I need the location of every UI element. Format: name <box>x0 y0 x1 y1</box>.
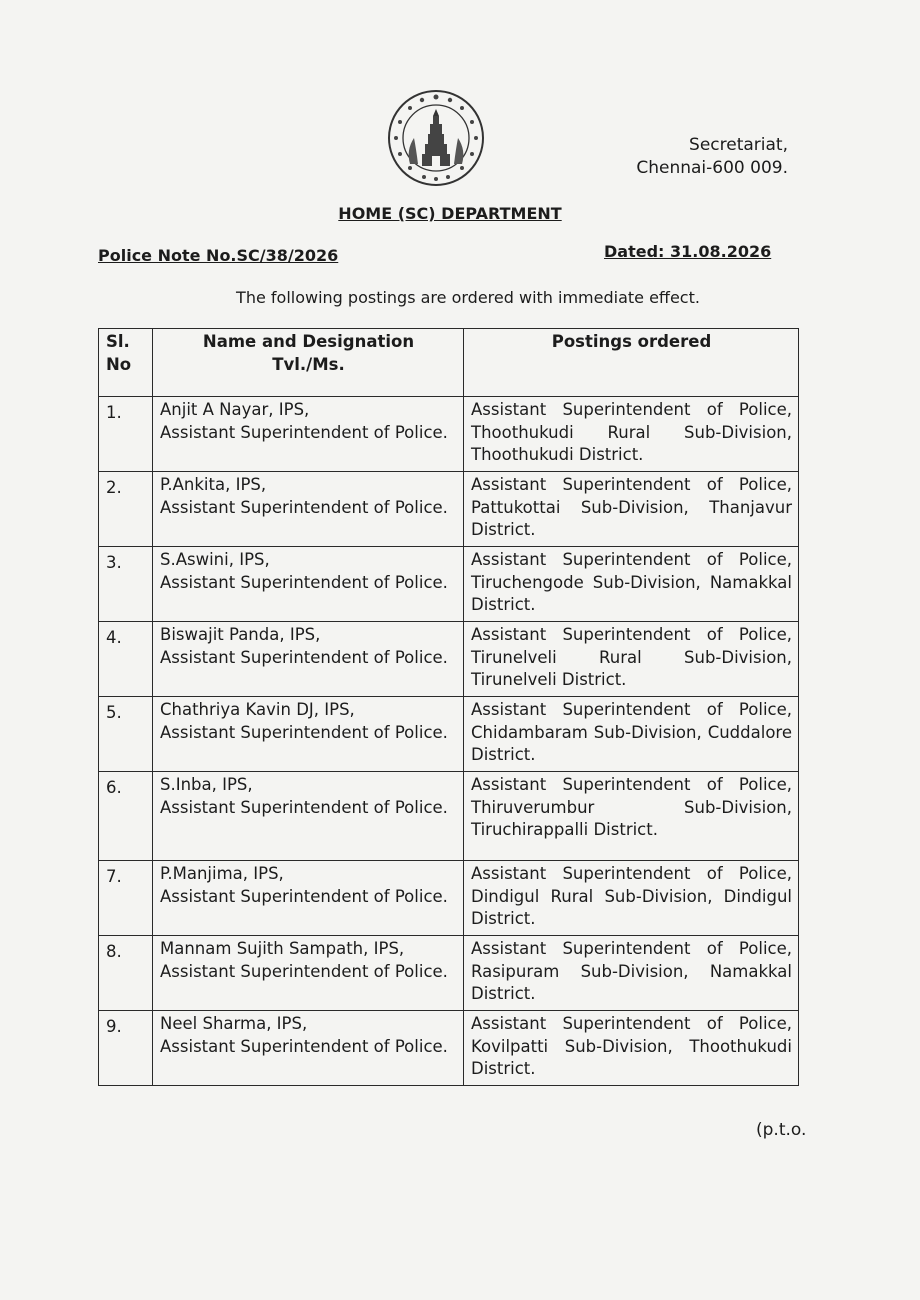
officer-name: Chathriya Kavin DJ, IPS, <box>160 700 355 719</box>
posting-ordered: Assistant Superintendent of Police, Thoothukudi Rural Sub-Division, Thoothukudi District. <box>464 397 799 472</box>
table-header-row <box>99 329 799 397</box>
posting-ordered: Assistant Superintendent of Police, Chidambaram Sub-Division, Cuddalore District. <box>464 697 799 772</box>
table-row <box>99 861 799 936</box>
officer-cell <box>153 472 464 547</box>
table-row <box>99 1011 799 1086</box>
serial-number: 2. <box>99 472 153 547</box>
sl-no-header <box>99 329 153 397</box>
posting-ordered: Assistant Superintendent of Police, Kovilpatti Sub-Division, Thoothukudi District. <box>464 1011 799 1086</box>
officer-name: Mannam Sujith Sampath, IPS, <box>160 939 405 958</box>
officer-name: Biswajit Panda, IPS, <box>160 625 321 644</box>
posting-ordered: Assistant Superintendent of Police, Rasipuram Sub-Division, Namakkal District. <box>464 936 799 1011</box>
officer-cell <box>153 861 464 936</box>
serial-number: 4. <box>99 622 153 697</box>
serial-number: 8. <box>99 936 153 1011</box>
officer-designation: Assistant Superintendent of Police. <box>160 722 448 742</box>
officer-designation: Assistant Superintendent of Police. <box>160 497 448 517</box>
officer-designation: Assistant Superintendent of Police. <box>160 647 448 667</box>
intro-text: The following postings are ordered with immediate effect. <box>236 288 700 307</box>
officer-name: Neel Sharma, IPS, <box>160 1014 308 1033</box>
serial-number: 7. <box>99 861 153 936</box>
name-header-line2: Tvl./Ms. <box>272 354 345 374</box>
officer-designation: Assistant Superintendent of Police. <box>160 961 448 981</box>
serial-number: 5. <box>99 697 153 772</box>
serial-number: 6. <box>99 772 153 861</box>
officer-name: Anjit A Nayar, IPS, <box>160 400 310 419</box>
government-emblem-icon <box>386 88 486 188</box>
address-city: Chennai-600 009. <box>636 158 788 178</box>
sl-header-line2: No <box>106 354 132 374</box>
posting-ordered: Assistant Superintendent of Police, Tirunelveli Rural Sub-Division, Tirunelveli District. <box>464 622 799 697</box>
officer-designation: Assistant Superintendent of Police. <box>160 886 448 906</box>
officer-name: P.Ankita, IPS, <box>160 475 267 494</box>
page-turn-over-note: (p.t.o. <box>756 1120 807 1140</box>
officer-cell <box>153 622 464 697</box>
posting-ordered: Assistant Superintendent of Police, Tiruchengode Sub-Division, Namakkal District. <box>464 547 799 622</box>
officer-cell <box>153 772 464 861</box>
department-title: HOME (SC) DEPARTMENT <box>338 204 562 223</box>
officer-cell <box>153 547 464 622</box>
table-row <box>99 397 799 472</box>
table-row <box>99 697 799 772</box>
postings-table <box>98 328 799 1086</box>
officer-designation: Assistant Superintendent of Police. <box>160 572 448 592</box>
table-row <box>99 547 799 622</box>
posting-ordered: Assistant Superintendent of Police, Dindigul Rural Sub-Division, Dindigul District. <box>464 861 799 936</box>
posting-ordered: Assistant Superintendent of Police, Pattukottai Sub-Division, Thanjavur District. <box>464 472 799 547</box>
note-date: Dated: 31.08.2026 <box>604 242 772 261</box>
officer-cell <box>153 397 464 472</box>
table-row <box>99 622 799 697</box>
serial-number: 1. <box>99 397 153 472</box>
table-row <box>99 472 799 547</box>
officer-cell <box>153 697 464 772</box>
table-row <box>99 936 799 1011</box>
address-block <box>600 134 788 180</box>
officer-name: S.Inba, IPS, <box>160 775 253 794</box>
officer-designation: Assistant Superintendent of Police. <box>160 1036 448 1056</box>
name-header-line1: Name and Designation <box>202 332 415 351</box>
table-row <box>99 772 799 861</box>
posting-ordered: Assistant Superintendent of Police, Thiruverumbur Sub-Division, Tiruchirappalli District. <box>464 772 799 861</box>
officer-cell <box>153 1011 464 1086</box>
officer-name: S.Aswini, IPS, <box>160 550 270 569</box>
sl-header-line1: Sl. <box>106 332 130 351</box>
officer-name: P.Manjima, IPS, <box>160 864 284 883</box>
police-note-number: Police Note No.SC/38/2026 <box>98 246 339 265</box>
postings-header: Postings ordered <box>464 329 799 397</box>
serial-number: 3. <box>99 547 153 622</box>
address-line: Secretariat, <box>689 135 788 155</box>
serial-number: 9. <box>99 1011 153 1086</box>
officer-designation: Assistant Superintendent of Police. <box>160 422 448 442</box>
officer-cell <box>153 936 464 1011</box>
name-designation-header <box>153 329 464 397</box>
officer-designation: Assistant Superintendent of Police. <box>160 797 448 817</box>
